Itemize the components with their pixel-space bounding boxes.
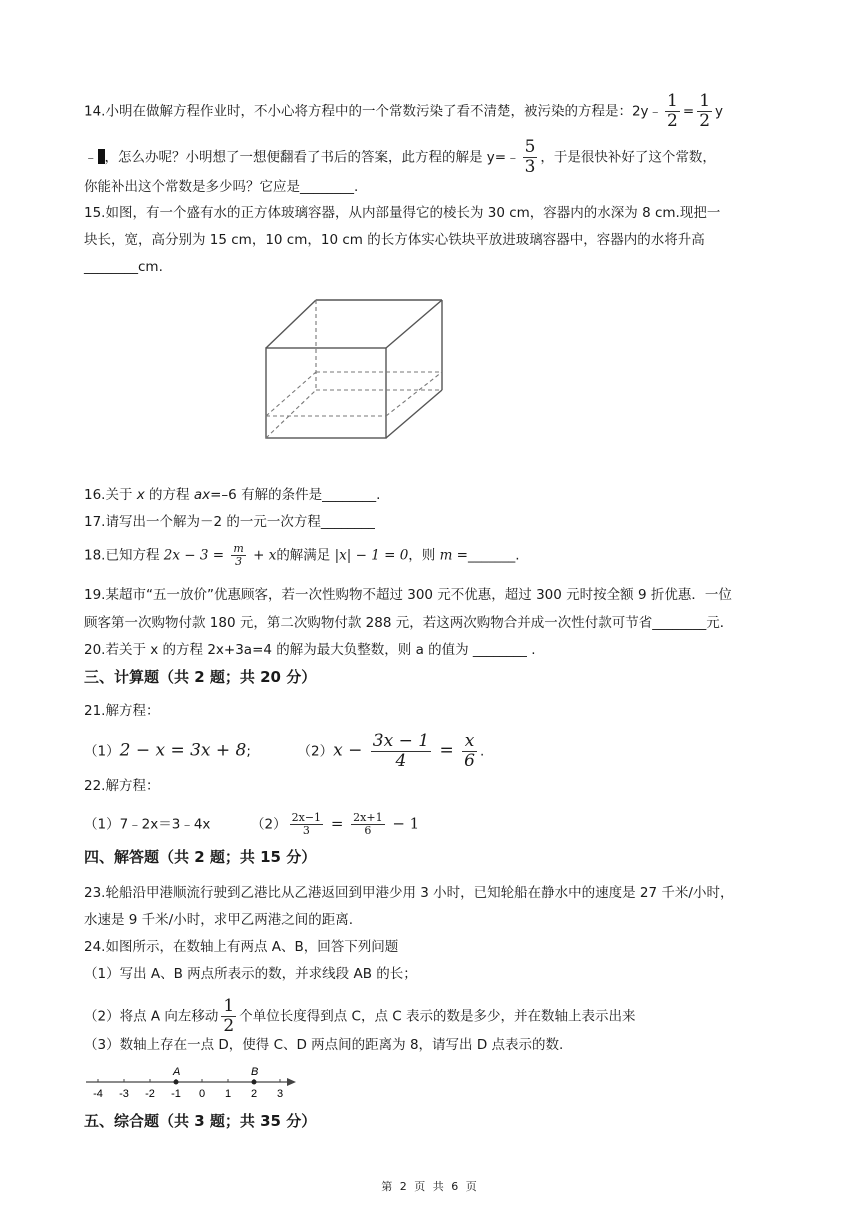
number-line: [84, 1064, 304, 1104]
q21-parts: （1）2 − x = 3x + 8; （2）x − $\frac{3x - 1}{4}$ = $\frac{x}{6}$ .: [84, 731, 485, 771]
number-line-tick-label: -2: [145, 1088, 155, 1100]
q22-title: 22.解方程：: [84, 778, 160, 794]
number-line-tick-label: -4: [93, 1088, 103, 1100]
q14-line3: 你能补出这个常数是多少吗？它应是________.: [84, 179, 359, 195]
q22-parts: （1）7﹣2x＝3﹣4x （2） $\frac{2x-1}{3}$ = $\frac{2x+1}{6}$ − 1: [84, 811, 420, 837]
fraction-half-2: $\frac{1}{2}$: [699, 91, 711, 131]
fraction-2x+1-over-6: $\frac{2x+1}{6}$: [353, 811, 383, 837]
q15-line3: ________cm.: [84, 259, 163, 275]
fraction-one-half: $\frac{1}{2}$: [223, 996, 235, 1036]
q24-title: 24.如图所示，在数轴上有两点 A、B，回答下列问题: [84, 939, 399, 955]
number-line-tick-label: 1: [224, 1088, 232, 1100]
page-footer: 第 2 页 共 6 页: [381, 1180, 479, 1193]
q16: 16.关于 x 的方程 ax=–6 有解的条件是________.: [84, 487, 381, 503]
point-a-dot: [174, 1080, 179, 1085]
q20: 20.若关于 x 的方程 2x+3a=4 的解为最大负整数，则 a 的值为 ________ .: [84, 642, 536, 658]
number-line-tick-label: 3: [276, 1088, 284, 1100]
arrow-right-icon: [287, 1078, 296, 1086]
q23-line2: 水速是 9 千米/小时，求甲乙两港之间的距离.: [84, 912, 354, 928]
fraction-m-over-3: $\frac{m}{3}$: [233, 542, 244, 568]
q24-part1: （1）写出 A、B 两点所表示的数，并求线段 AB 的长；: [84, 966, 417, 982]
q24-part3: （3）数轴上存在一点 D，使得 C、D 两点间的距离为 8，请写出 D 点表示的数.: [84, 1037, 564, 1053]
q19-line1: 19.某超市“五一放价”优惠顾客，若一次性购物不超过 300 元不优惠，超过 300 元时按全额 9 折优惠．一位: [84, 587, 732, 603]
section-3-title: 三、计算题（共 2 题；共 20 分）: [84, 668, 317, 686]
number-line-tick-label: -1: [171, 1088, 181, 1100]
q17: 17.请写出一个解为－2 的一元一次方程________: [84, 514, 375, 530]
point-a-label: A: [173, 1066, 181, 1078]
cube-figure: [260, 292, 450, 442]
q15-line1: 15.如图，有一个盛有水的正方体玻璃容器，从内部量得它的棱长为 30 cm，容器内的水深为 8 cm.现把一: [84, 205, 721, 221]
section-5-title: 五、综合题（共 3 题；共 35 分）: [84, 1112, 317, 1130]
point-b-label: B: [251, 1066, 259, 1078]
number-line-tick-label: -3: [119, 1088, 129, 1100]
q23-line1: 23.轮船沿甲港顺流行驶到乙港比从乙港返回到甲港少用 3 小时，已知轮船在静水中的速度是 27 千米/小时，: [84, 885, 734, 901]
number-line-tick-label: 0: [198, 1088, 206, 1100]
q15-line2: 块长，宽，高分别为 15 cm，10 cm，10 cm 的长方体实心铁块平放进玻璃容器中，容器内的水将升高: [84, 232, 705, 248]
q18: 18.已知方程 2x − 3 = $\frac{m}{3}$ + x的解满足 |x| − 1 = 0，则 m =_______.: [84, 542, 520, 568]
fraction-x-over-6: $\frac{x}{6}$: [464, 731, 475, 771]
q24-part2: （2）将点 A 向左移动 $\frac{1}{2}$ 个单位长度得到点 C，点 C 表示的数是多少，并在数轴上表示出来: [84, 996, 636, 1036]
q21-title: 21.解方程：: [84, 703, 160, 719]
ink-blot: [98, 149, 105, 164]
number-line-tick-label: 2: [250, 1088, 258, 1100]
point-b-dot: [252, 1080, 257, 1085]
fraction-half: $\frac{1}{2}$: [667, 91, 678, 131]
fraction-3x-1-over-4: $\frac{3x - 1}{4}$: [372, 731, 430, 771]
fraction-five-thirds: $\frac{5}{3}$: [524, 137, 536, 177]
q14-line1: 14.小明在做解方程作业时，不小心将方程中的一个常数污染了看不清楚，被污染的方程是：2y﹣ $\frac{1}{2}$ = $\frac{1}{2}$ y: [84, 91, 724, 131]
q14-line2: ﹣ ，怎么办呢？小明想了一想便翻看了书后的答案，此方程的解是 y=﹣ $\frac{5}{3}$ ，于是很快补好了这个常数，: [84, 137, 716, 177]
q19-line2: 顾客第一次购物付款 180 元，第二次购物付款 288 元，若这两次购物合并成一次性付款可节省________元．: [84, 615, 734, 631]
section-4-title: 四、解答题（共 2 题；共 15 分）: [84, 848, 317, 866]
fraction-2x-1-over-3: $\frac{2x-1}{3}$: [291, 811, 322, 837]
